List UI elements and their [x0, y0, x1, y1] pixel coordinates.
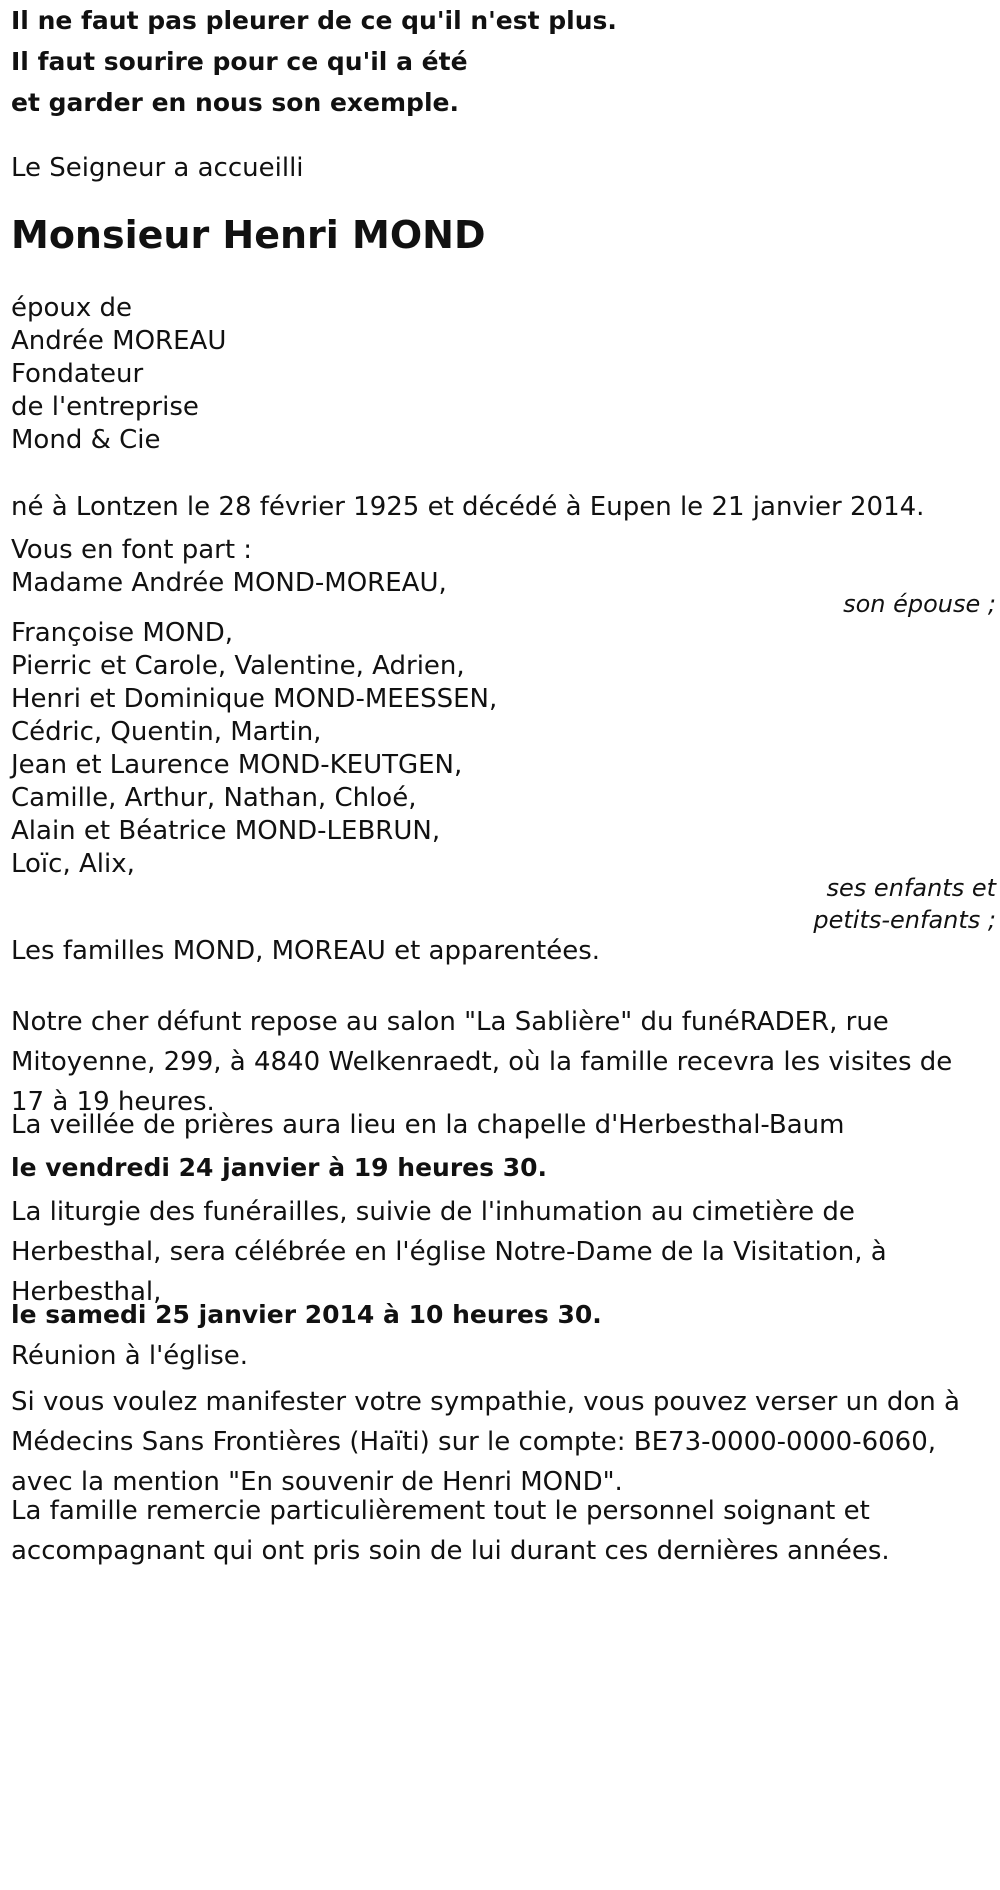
vigil-text: La veillée de prières aura lieu en la chapelle d'Herbesthal-Baum	[11, 1110, 845, 1140]
repose-paragraph: Notre cher défunt repose au salon "La Sablière" du funéRADER, rue Mitoyenne, 299, à 4840 Welkenraedt, où la famille recevra les visites de 17 à 19 heures.	[11, 1007, 953, 1117]
liturgy-paragraph: La liturgie des funérailles, suivie de l'inhumation au cimetière de Herbesthal, sera célébrée en l'église Notre-Dame de la Visitation, à Herbesthal,	[11, 1197, 887, 1307]
liturgy-date: le samedi 25 janvier 2014 à 10 heures 30.	[11, 1300, 602, 1329]
intro-text: Le Seigneur a accueilli	[11, 153, 304, 183]
detail-line: Mond & Cie	[11, 425, 161, 455]
child-line: Françoise MOND,	[11, 618, 234, 648]
child-line: Jean et Laurence MOND-KEUTGEN,	[11, 750, 463, 780]
child-line: Cédric, Quentin, Martin,	[11, 717, 322, 747]
quote-line: et garder en nous son exemple.	[11, 88, 459, 117]
child-line: Camille, Arthur, Nathan, Chloé,	[11, 783, 417, 813]
donation-paragraph: Si vous voulez manifester votre sympathie, vous pouvez verser un don à Médecins Sans Frontières (Haïti) sur le compte: BE73-0000-0000-6060, avec la mention "En souvenir de Henri MOND".	[11, 1387, 960, 1497]
child-line: Henri et Dominique MOND-MEESSEN,	[11, 684, 498, 714]
quote-line: Il faut sourire pour ce qu'il a été	[11, 47, 468, 76]
deceased-name: Monsieur Henri MOND	[11, 213, 486, 257]
quote-line: Il ne faut pas pleurer de ce qu'il n'est plus.	[11, 6, 617, 35]
detail-line: Fondateur	[11, 359, 144, 389]
child-line: Alain et Béatrice MOND-LEBRUN,	[11, 816, 441, 846]
children-relation: ses enfants et	[826, 874, 996, 902]
meeting-text: Réunion à l'église.	[11, 1341, 249, 1371]
announcement-intro: Vous en font part :	[11, 535, 253, 565]
thanks-paragraph: La famille remercie particulièrement tout le personnel soignant et accompagnant qui ont pris soin de lui durant ces dernières années.	[11, 1496, 890, 1566]
spouse-name: Madame Andrée MOND-MOREAU,	[11, 568, 447, 598]
birth-death-dates: né à Lontzen le 28 février 1925 et décédé à Eupen le 21 janvier 2014.	[11, 492, 925, 522]
spouse-relation: son épouse ;	[843, 590, 996, 618]
families-line: Les familles MOND, MOREAU et apparentées.	[11, 936, 601, 966]
detail-line: Andrée MOREAU	[11, 326, 227, 356]
child-line: Loïc, Alix,	[11, 849, 135, 879]
detail-line: époux de	[11, 293, 133, 323]
detail-line: de l'entreprise	[11, 392, 199, 422]
child-line: Pierric et Carole, Valentine, Adrien,	[11, 651, 465, 681]
children-relation: petits-enfants ;	[813, 906, 996, 934]
vigil-date: le vendredi 24 janvier à 19 heures 30.	[11, 1153, 547, 1182]
